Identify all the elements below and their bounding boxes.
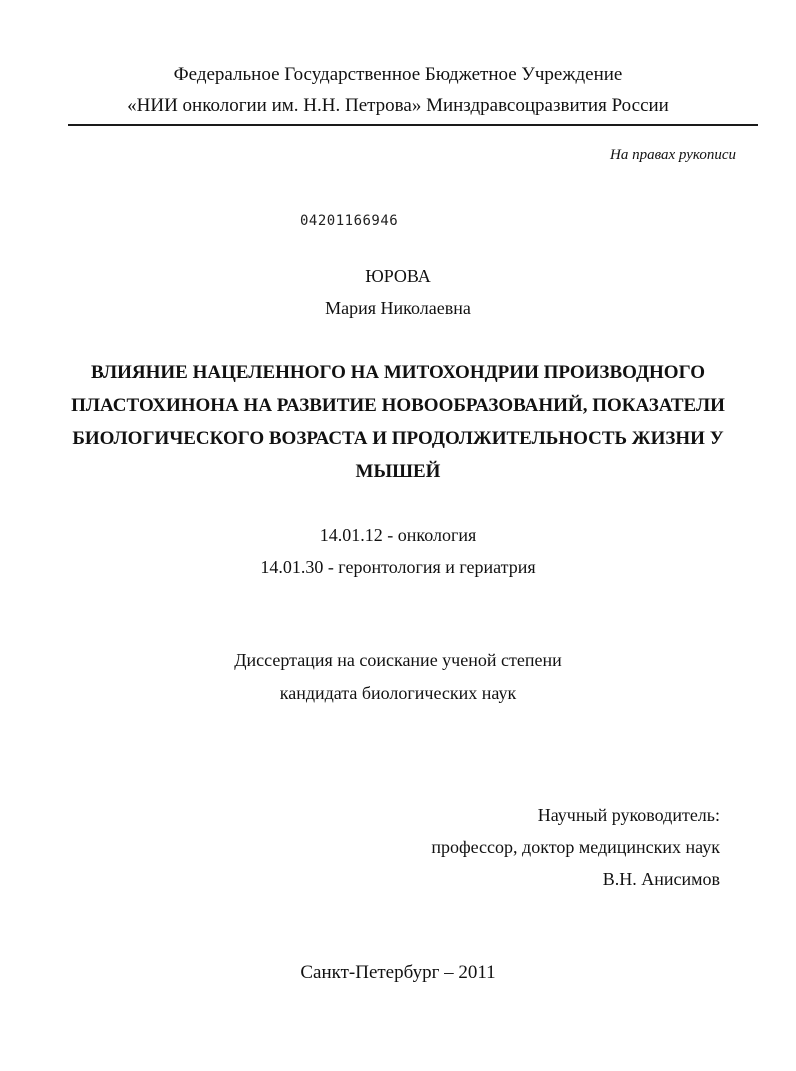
specialty-1: 14.01.12 - онкология: [319, 525, 477, 545]
institution-line-1: Федеральное Государственное Бюджетное Учреждение: [173, 64, 623, 85]
dissertation-title: [0, 356, 796, 488]
degree-line-2: кандидата биологических наук: [279, 683, 517, 703]
supervisor-label: Научный руководитель:: [537, 805, 720, 825]
degree-line-1: Диссертация на соискание ученой степени: [234, 650, 562, 670]
rights-note: На правах рукописи: [610, 147, 736, 163]
supervisor-degree: профессор, доктор медицинских наук: [431, 837, 720, 857]
city-year: Санкт-Петербург – 2011: [300, 962, 496, 983]
title-line: БИОЛОГИЧЕСКОГО ВОЗРАСТА И ПРОДОЛЖИТЕЛЬНОСТЬ ЖИЗНИ У: [72, 428, 724, 449]
title-line: ВЛИЯНИЕ НАЦЕЛЕННОГО НА МИТОХОНДРИИ ПРОИЗВОДНОГО: [91, 362, 705, 383]
author-given-names: Мария Николаевна: [325, 298, 471, 318]
title-line: МЫШЕЙ: [355, 461, 441, 482]
author-surname: ЮРОВА: [365, 266, 431, 286]
header-divider: [68, 124, 758, 126]
specialty-2: 14.01.30 - геронтология и гериатрия: [260, 557, 536, 577]
supervisor-name: В.Н. Анисимов: [602, 869, 720, 889]
institution-line-2: «НИИ онкологии им. Н.Н. Петрова» Минздравсоцразвития России: [127, 95, 669, 116]
title-line: ПЛАСТОХИНОНА НА РАЗВИТИЕ НОВООБРАЗОВАНИЙ, ПОКАЗАТЕЛИ: [71, 395, 725, 416]
catalog-code: 04201166946: [300, 213, 399, 229]
